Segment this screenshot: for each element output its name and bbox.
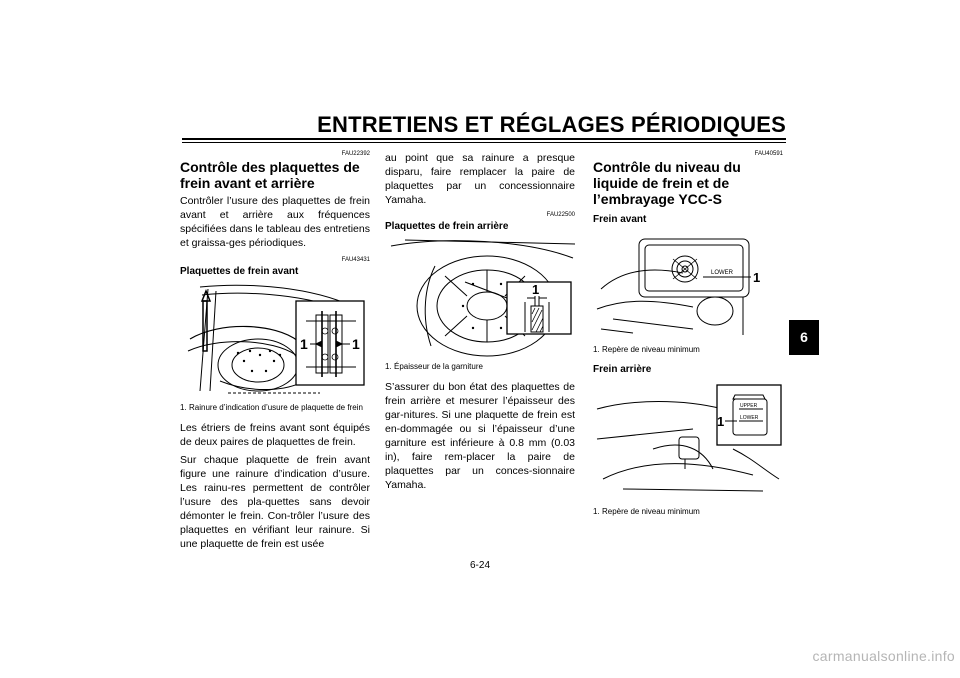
reservoir-upper-mark: UPPER	[740, 403, 758, 409]
subtitle-front-brake-pads: Plaquettes de frein avant	[180, 266, 299, 277]
caption-text: Rainure d’indication d’usure de plaquette de frein	[189, 403, 363, 412]
caption-number: 1.	[385, 362, 392, 371]
caption-number: 1.	[593, 507, 600, 516]
figure-label-1: 1	[300, 336, 308, 352]
section-title-brake-pads: Contrôle des plaquettes de frein avant et arrière	[180, 159, 360, 191]
caption-number: 1.	[593, 345, 600, 354]
figure-caption	[180, 403, 370, 413]
figure-label-1: 1	[352, 336, 360, 352]
reservoir-lower-mark: LOWER	[711, 270, 734, 276]
caption-text: Repère de niveau minimum	[602, 507, 700, 516]
header-rule-thick	[182, 138, 786, 140]
paragraph-front-calipers: Les étriers de freins avant sont équipés de deux paires de plaquettes de frein.	[180, 422, 370, 448]
figure-caption	[385, 362, 575, 372]
column-2	[385, 150, 575, 496]
figure-front-reservoir	[593, 229, 783, 341]
page-number: 6-24	[469, 560, 490, 571]
caption-text: Repère de niveau minimum	[602, 345, 700, 354]
subtitle-front-brake: Frein avant	[593, 214, 647, 225]
rear-reservoir-illustration	[593, 379, 783, 503]
intro-paragraph: Contrôler l’usure des plaquettes de frein avant et arrière aux fréquences spécifiées dans le tableau des entretiens et graissa-ges périodiques.	[180, 195, 370, 249]
reference-code: FAU22392	[341, 151, 370, 157]
reference-code: FAU40591	[754, 151, 783, 157]
column-1	[180, 150, 370, 555]
chapter-tab[interactable]: 6	[789, 320, 819, 355]
figure-label-1: 1	[532, 282, 540, 297]
subtitle-rear-brake-pads: Plaquettes de frein arrière	[385, 221, 509, 232]
figure-front-brake-pads	[180, 281, 370, 399]
figure-caption	[593, 345, 783, 355]
caption-text: Épaisseur de la garniture	[394, 362, 483, 371]
section-title-fluid-level: Contrôle du niveau du liquide de frein et de l’embrayage YCC-S	[593, 159, 741, 207]
figure-rear-brake-pads	[385, 236, 575, 358]
page-header-title: ENTRETIENS ET RÉGLAGES PÉRIODIQUES	[317, 112, 786, 137]
paragraph-wear-groove: Sur chaque plaquette de frein avant figure une rainure d’indication d’usure. Les rainu-res permettent de contrôler l’usure des pla-quettes sans devoir démonter le frein. Con-trôler l’usure des plaquettes en vérifiant leur rainure. Si une plaquette de frein est usée	[180, 454, 370, 550]
subtitle-rear-brake: Frein arrière	[593, 364, 652, 375]
reservoir-lower-mark: LOWER	[740, 415, 759, 421]
figure-caption	[593, 507, 783, 517]
watermark-text: carmanualsonline.info	[812, 648, 955, 664]
reference-code: FAU43431	[341, 257, 370, 263]
header-rule-thin	[182, 142, 786, 143]
column-3	[593, 150, 783, 525]
figure-label-1: 1	[717, 414, 725, 429]
paragraph-rear-pads-check: S’assurer du bon état des plaquettes de frein arrière et mesurer l’épaisseur des gar-nitures. Si une plaquette de frein est en-dommagée ou si l’épaisseur d’une garniture est inférieure à 0.8 mm (0.03 in), faire rem-placer la paire de plaquettes par un conces-sionnaire Yamaha.	[385, 381, 575, 491]
paragraph-replace-pads: au point que sa rainure a presque disparu, faire remplacer la paire de plaquettes par un concessionnaire Yamaha.	[385, 152, 575, 206]
figure-rear-reservoir	[593, 379, 783, 503]
reference-code: FAU22500	[546, 212, 575, 218]
figure-label-1: 1	[753, 270, 761, 285]
front-reservoir-illustration	[593, 229, 783, 341]
front-brake-illustration	[180, 281, 370, 399]
rear-brake-illustration	[385, 236, 575, 358]
caption-number: 1.	[180, 403, 187, 412]
